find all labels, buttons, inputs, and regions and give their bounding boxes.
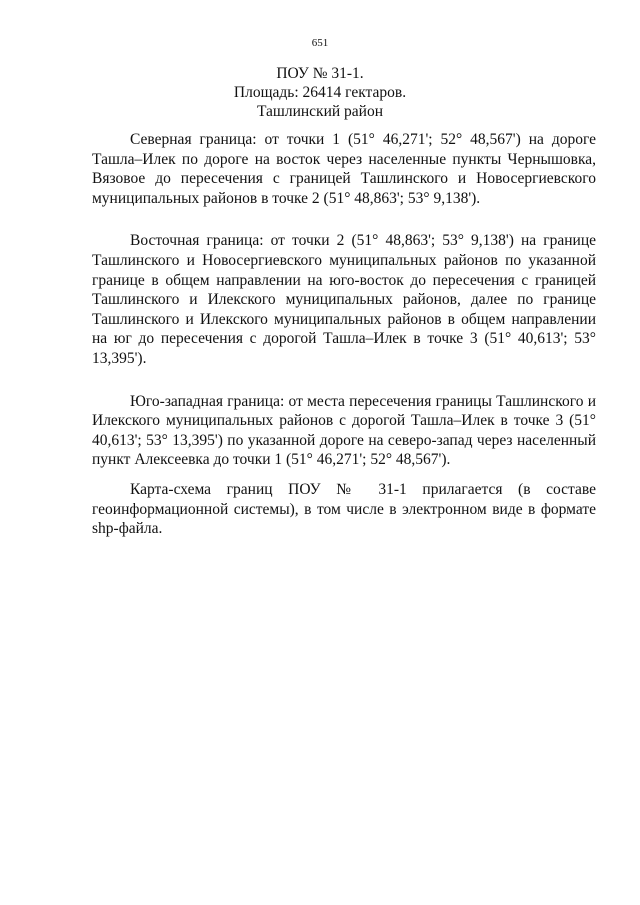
document-body [92,130,596,539]
paragraph-map-scheme: Карта-схема границ ПОУ № 31-1 прилагается (в составе геоинформационной системы), в том числе в электронном виде в формате shp-файла. [92,480,596,538]
paragraph-southwest-border: Юго-западная граница: от места пересечения границы Ташлинского и Илекского муниципальных районов с дорогой Ташла–Илек в точке 3 (51° 40,613'; 53° 13,395') по указанной дороге на северо-запад через населенный пункт Алексеевка до точки 1 (51° 46,271'; 52° 48,567'). [92,392,596,469]
paragraph-east-border: Восточная граница: от точки 2 (51° 48,863'; 53° 9,138') на границе Ташлинского и Новосергиевского муниципальных районов по указанной границе в общем направлении на юго-восток до пересечения с границей Ташлинского и Илекского муниципальных районов, далее по границе Ташлинского и Илекского муниципальных районов в общем направлении на юг до пересечения с дорогой Ташла–Илек в точке 3 (51° 40,613'; 53° 13,395'). [92,232,596,367]
page-number: 651 [311,37,329,49]
area-line: Площадь: 26414 гектаров. [233,84,407,101]
document-header [0,64,640,121]
district-line: Ташлинский район [256,103,384,120]
paragraph-north-border: Северная граница: от точки 1 (51° 46,271'; 52° 48,567') на дороге Ташла–Илек по дороге на восток через населенные пункты Чернышовка, Вязовое до пересечения с границей Ташлинского и Новосергиевского муниципальных районов в точке 2 (51° 48,863'; 53° 9,138'). [92,131,596,207]
document-title: ПОУ № 31-1. [276,65,364,82]
